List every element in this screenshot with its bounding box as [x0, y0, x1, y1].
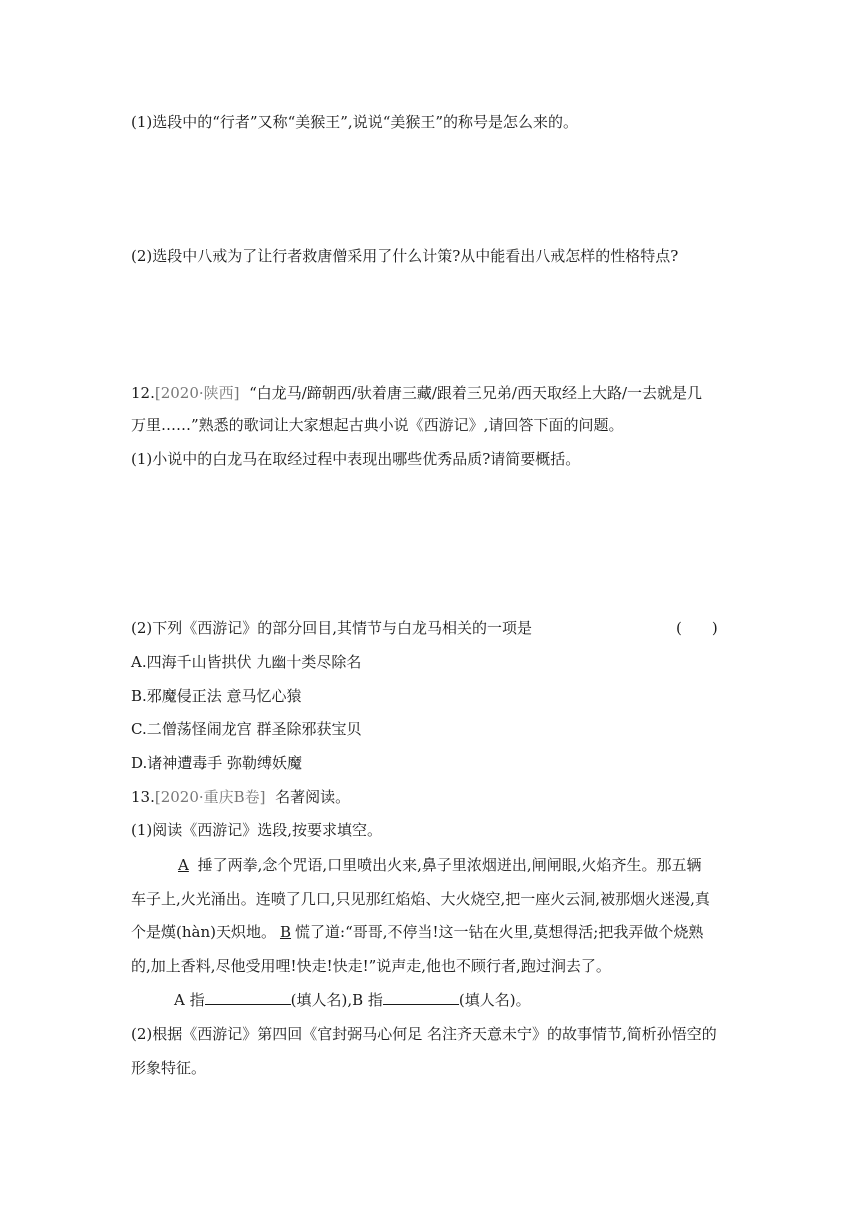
- q13-sub2-line1: (2)根据《西游记》第四回《官封弼马心何足 名注齐天意未宁》的故事情节,简析孙悟空的: [131, 1025, 717, 1043]
- q13-heading: [131, 787, 350, 807]
- fill-b-blank[interactable]: [383, 990, 459, 1005]
- q12-sub1: (1)小说中的白龙马在取经过程中表现出哪些优秀品质?请简要概括。: [131, 450, 581, 468]
- answer-paren: ( ): [676, 619, 718, 637]
- q12-stem-line1: [131, 383, 702, 403]
- q13-number: 13.: [131, 788, 155, 806]
- q11-sub2: (2)选段中八戒为了让行者救唐僧采用了什么计策?从中能看出八戒怎样的性格特点?: [131, 247, 679, 265]
- option-c: C.二僧荡怪闹龙宫 群圣除邪获宝贝: [131, 720, 362, 738]
- q13-title: 名著阅读。: [275, 788, 351, 806]
- q12-stem-line2: 万里……”熟悉的歌词让大家想起古典小说《西游记》,请回答下面的问题。: [131, 416, 624, 434]
- fill-a-blank[interactable]: [205, 990, 291, 1005]
- option-d: D.诸神遭毒手 弥勒缚妖魔: [131, 754, 303, 772]
- fill-b-label: B 指: [352, 991, 383, 1009]
- passage-line4: 的,加上香料,尽他受用哩!快走!快走!”说声走,他也不顾行者,跑过涧去了。: [131, 957, 611, 975]
- passage-line3-pre: 个是熯(hàn)天炽地。: [131, 923, 276, 941]
- passage-line3-post: 慌了道:“哥哥,不停当!这一钻在火里,莫想得活;把我弄做个烧熟: [295, 923, 704, 941]
- passage-line3: [131, 922, 703, 942]
- q13-sub1: (1)阅读《西游记》选段,按要求填空。: [131, 821, 383, 839]
- fill-b-hint: (填人名)。: [458, 991, 531, 1009]
- option-a: A.四海千山皆拱伏 九幽十类尽除名: [131, 653, 362, 671]
- q13-sub2-line2: 形象特征。: [131, 1059, 207, 1077]
- q12-stem-text1: “白龙马/蹄朝西/驮着唐三藏/跟着三兄弟/西天取经上大路/一去就是几: [249, 384, 703, 402]
- passage-line1: [174, 855, 701, 875]
- fill-a-hint: (填人名),: [290, 991, 353, 1009]
- q12-source: [2020·陕西]: [154, 384, 240, 402]
- fill-line: [174, 990, 531, 1010]
- blank-b-marker: B: [279, 923, 292, 941]
- blank-a-marker: A: [178, 856, 189, 874]
- q11-sub1: (1)选段中的“行者”又称“美猴王”,说说“美猴王”的称号是怎么来的。: [131, 113, 579, 131]
- q13-source: [2020·重庆B卷]: [154, 788, 266, 806]
- fill-a-label: A 指: [174, 991, 205, 1009]
- passage-line2: 车子上,火光涌出。连喷了几口,只见那红焰焰、大火烧空,把一座火云洞,被那烟火迷漫,真: [131, 890, 710, 908]
- passage-line1-text: 捶了两拳,念个咒语,口里喷出火来,鼻子里浓烟迸出,闸闸眼,火焰齐生。那五辆: [197, 856, 702, 874]
- option-b: B.邪魔侵正法 意马忆心猿: [131, 687, 302, 705]
- q12-sub2: (2)下列《西游记》的部分回目,其情节与白龙马相关的一项是: [131, 619, 533, 637]
- q12-number: 12.: [131, 384, 155, 402]
